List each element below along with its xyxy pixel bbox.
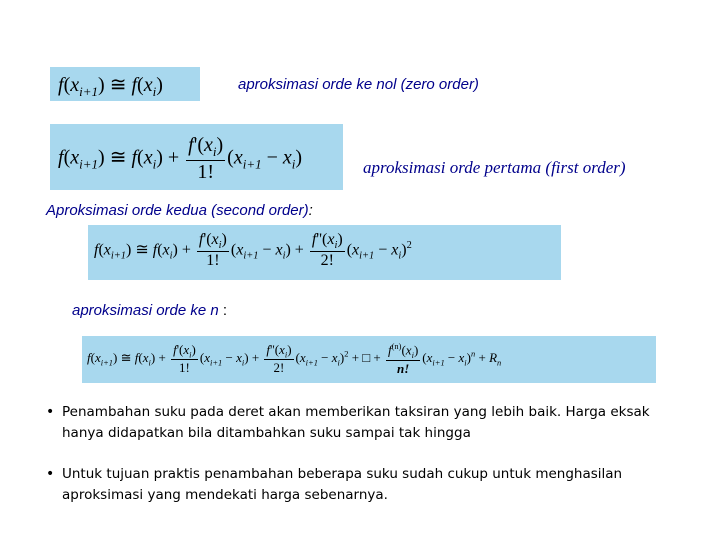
formula-zero-order: $f(x_{i+1})$ ≅ $f(x_i)$ bbox=[50, 67, 200, 101]
second-order-text: Aproksimasi orde kedua (second order) bbox=[46, 202, 309, 219]
notes-list bbox=[46, 402, 686, 526]
nth-order-text: aproksimasi orde ke n bbox=[72, 302, 219, 319]
nth-order-label bbox=[72, 302, 227, 319]
bullet-icon: • bbox=[46, 466, 55, 482]
second-order-label bbox=[46, 202, 313, 219]
formula-first-order: $f(x_{i+1})$ ≅ $f(x_i)$ + $\frac{f'(x_i)}{1!}$ $(x_{i+1} - x_i)$ bbox=[50, 124, 343, 190]
formula-nth-order: $f(x_{i+1})$ ≅ $f(x_i)$ + $\frac{f'(x_i)}{1!}$ $(x_{i+1} - x_i)$ + $\frac{f''(x_i)}{2!}$ $(x_{i+1} - x_i)^2$ + □ + $\frac{f^{(n)}(x_i)}{n!}$ $(x_{i+1} - x_i)^n + R_n$ bbox=[82, 336, 656, 383]
second-order-colon: : bbox=[308, 202, 313, 219]
bullet-icon: • bbox=[46, 404, 55, 420]
bullet-text: Penambahan suku pada deret akan memberikan taksiran yang lebih baik. Harga eksak hanya didapatkan bila ditambahkan suku sampai tak hingga bbox=[62, 404, 650, 441]
list-item bbox=[46, 464, 686, 506]
nth-order-colon: : bbox=[218, 302, 228, 319]
bullet-text: Untuk tujuan praktis penambahan beberapa suku sudah cukup untuk menghasilan aproksimasi yang mendekati harga sebenarnya. bbox=[62, 466, 623, 503]
first-order-label: aproksimasi orde pertama (first order) bbox=[363, 158, 626, 177]
formula-second-order: $f(x_{i+1})$ ≅ $f(x_i)$ + $\frac{f'(x_i)}{1!}$ $(x_{i+1} - x_i)$ + $\frac{f''(x_i)}{2!}$ $(x_{i+1} - x_i)^2$ bbox=[88, 225, 561, 280]
zero-order-label: aproksimasi orde ke nol (zero order) bbox=[238, 76, 479, 93]
list-item bbox=[46, 402, 686, 444]
